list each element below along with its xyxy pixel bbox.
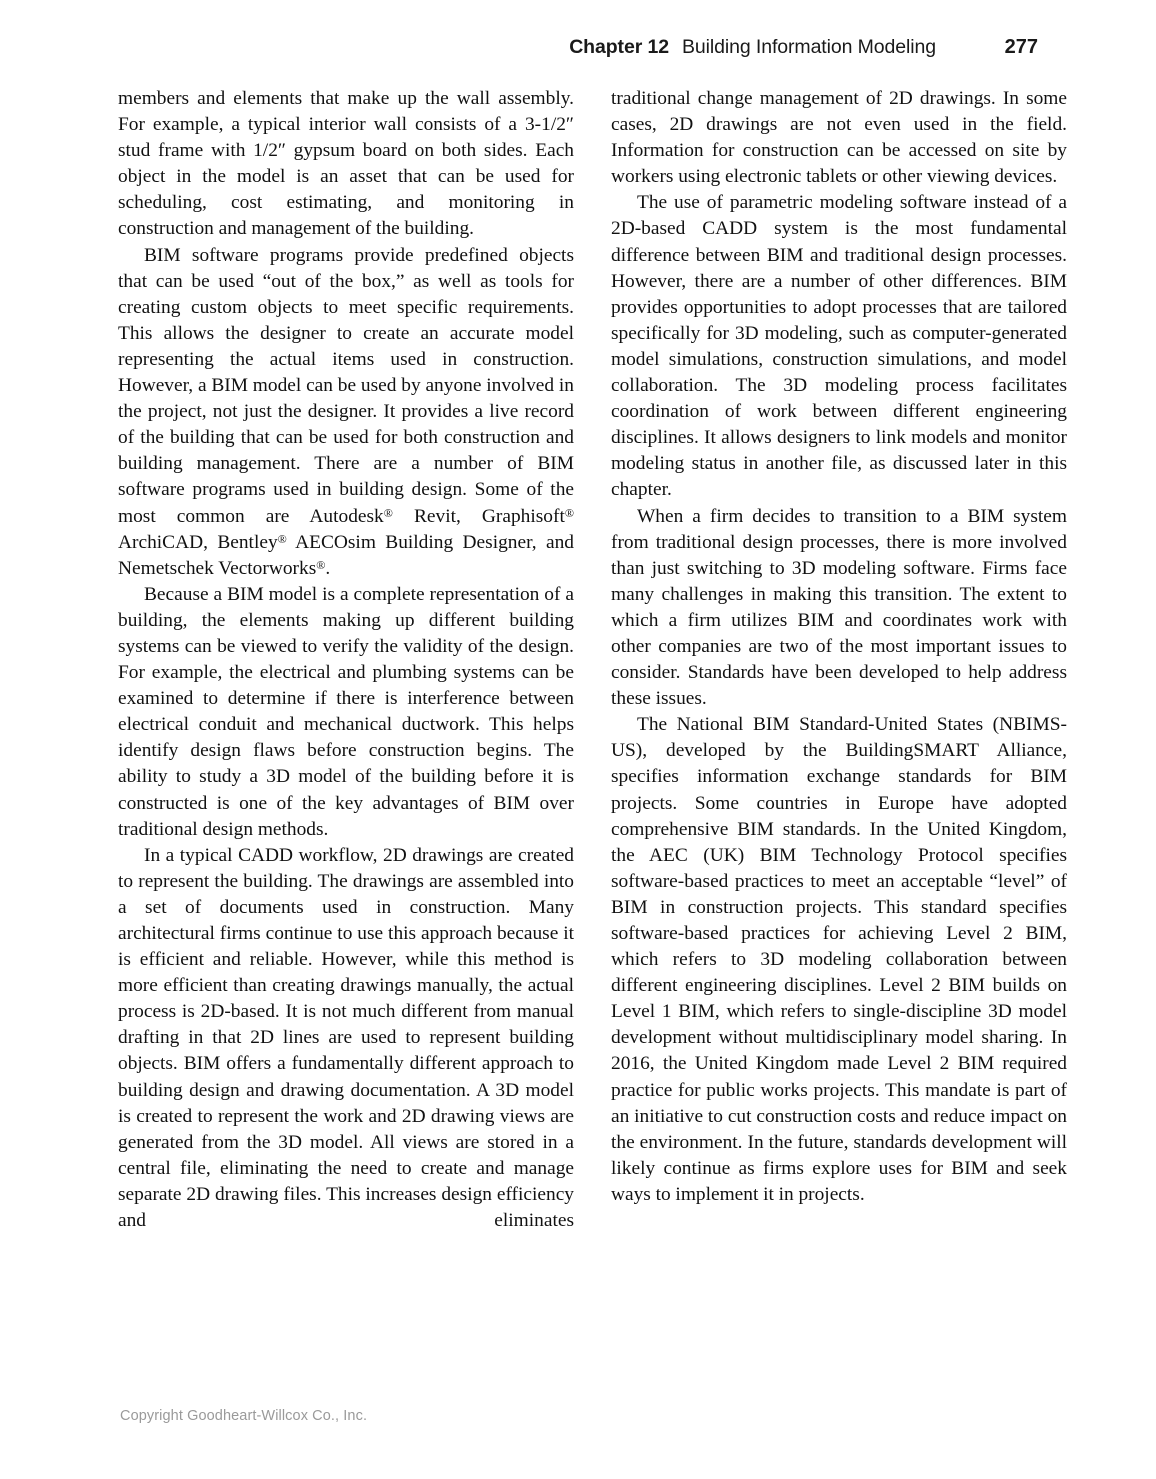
paragraph: Because a BIM model is a complete representation of a building, the elements making up different building systems can be viewed to verify the validity of the design. For example, the electrical and plumbing systems can be examined to determine if there is interference between electrical conduit and mechanical ductwork. This helps identify design flaws before construction begins. The ability to study a 3D model of the building before it is constructed is one of the key advantages of BIM over traditional design methods. xyxy=(118,583,574,840)
paragraph: When a firm decides to transition to a BIM system from traditional design processes, there is more involved than just switching to 3D modeling software. Firms face many challenges in making this transition. The extent to which a firm utilizes BIM and coordinates work with other companies are two of the most important issues to consider. Standards have been developed to help address these issues. xyxy=(611,505,1067,710)
left-column xyxy=(118,86,574,1234)
paragraph: In a typical CADD workflow, 2D drawings are created to represent the building. The drawings are assembled into a set of documents used in construction. Many architectural firms continue to use this approach because it is efficient and reliable. However, while this method is more efficient than creating drawings manually, the actual process is 2D-based. It is not much different from manual drafting in that 2D lines are used to represent building objects. BIM offers a fundamentally different approach to building design and drawing documentation. A 3D model is created to represent the work and 2D drawing views are generated from the 3D model. All views are stored in a central file, eliminating the need to create and manage separate 2D drawing files. This increases design efficiency and eliminates xyxy=(118,844,574,1232)
running-head xyxy=(118,30,1038,64)
copyright-notice: Copyright Goodheart-Willcox Co., Inc. xyxy=(120,1408,368,1424)
paragraph: members and elements that make up the wall assembly. For example, a typical interior wall consists of a 3-1/2″ stud frame with 1/2″ gypsum board on both sides. Each object in the model is an asset that can be used for scheduling, cost estimating, and monitoring in construction and management of the building. xyxy=(118,88,574,240)
page-number: 277 xyxy=(1004,35,1038,58)
paragraph: The use of parametric modeling software instead of a 2D-based CADD system is the most fundamental difference between BIM and traditional design processes. However, there are a number of other differences. BIM provides opportunities to adopt processes that are tailored specifically for 3D modeling, such as computer-generated model simulations, construction simulations, and model collaboration. The 3D modeling process facilitates coordination of work between different engineering disciplines. It allows designers to link models and monitor modeling status in another file, as discussed later in this chapter. xyxy=(611,192,1067,501)
paragraph: The National BIM Standard-United States (NBIMS-US), developed by the BuildingSMART Alliance, specifies information exchange standards for BIM projects. Some countries in Europe have adopted comprehensive BIM standards. In the United Kingdom, the AEC (UK) BIM Technology Protocol specifies software-based practices to meet an acceptable “level” of BIM in construction projects. This standard specifies software-based practices for achieving Level 2 BIM, which refers to 3D modeling collaboration between different engineering disciplines. Level 2 BIM builds on Level 1 BIM, which refers to single-discipline 3D model development without multidisciplinary model sharing. In 2016, the United Kingdom made Level 2 BIM required practice for public works projects. This mandate is part of an initiative to cut construction costs and reduce impact on the environment. In the future, standards development will likely continue as firms explore uses for BIM and seek ways to implement it in projects. xyxy=(611,714,1067,1205)
paragraph: traditional change management of 2D drawings. In some cases, 2D drawings are not even used in the field. Information for construction can be accessed on site by workers using electronic tablets or other viewing devices. xyxy=(611,88,1067,188)
chapter-title: Building Information Modeling xyxy=(682,35,936,58)
chapter-label: Chapter 12 xyxy=(569,35,669,58)
body-columns xyxy=(118,86,1067,1336)
right-column xyxy=(611,86,1067,1208)
paragraph: BIM software programs provide predefined objects that can be used “out of the box,” as well as tools for creating custom objects to meet specific requirements. This allows the designer to create an accurate model representing the actual items used in construction. However, a BIM model can be used by anyone involved in the project, not just the designer. It provides a live record of the building that can be used for both construction and building management. There are a number of BIM software programs used in building design. Some of the most common are Autodesk® Revit, Graphisoft® ArchiCAD, Bentley® AECOsim Building Designer, and Nemetschek Vectorworks®. xyxy=(118,244,574,579)
